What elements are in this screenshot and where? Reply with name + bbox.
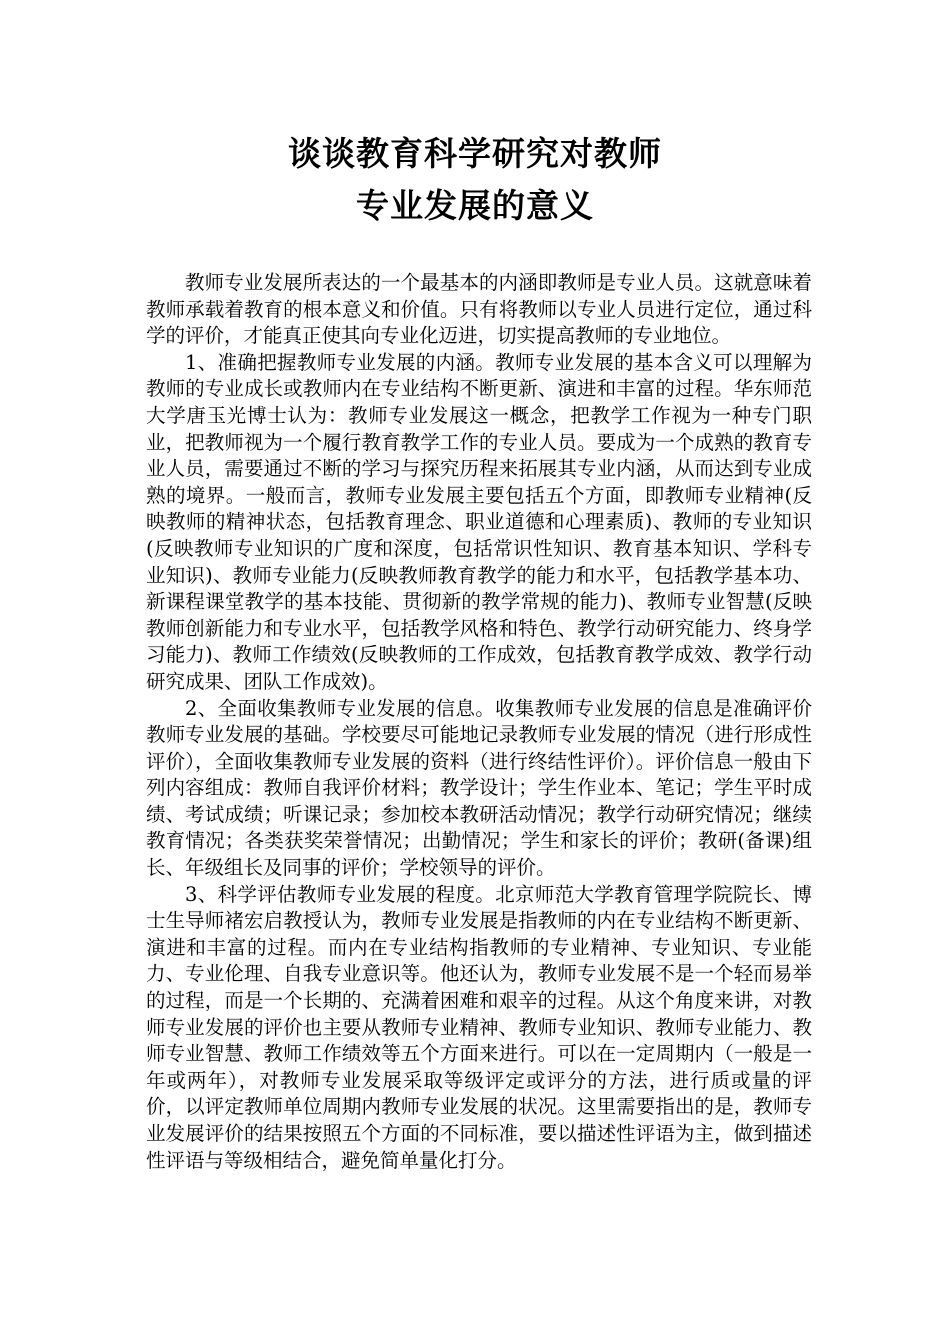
paragraph-section-2: 2、全面收集教师专业发展的信息。收集教师专业发展的信息是准确评价教师专业发展的基础。学校要尽可能地记录教师专业发展的情况（进行形成性评价），全面收集教师专业发展的资料（进行终结性评价）。评价信息一般由下列内容组成：教师自我评价材料；教学设计；学生作业本、笔记；学生平时成绩、考试成绩；听课记录；参加校本教研活动情况；教学行动研究情况；继续教育情况；各类获奖荣誉情况；出勤情况；学生和家长的评价；教研(备课)组长、年级组长及同事的评价；学校领导的评价。	[146, 696, 812, 880]
paragraph-intro: 教师专业发展所表达的一个最基本的内涵即教师是专业人员。这就意味着教师承载着教育的根本意义和价值。只有将教师以专业人员进行定位，通过科学的评价，才能真正使其向专业化迈进，切实提高教师的专业地位。	[146, 271, 812, 348]
document-body	[146, 270, 812, 1174]
title-line-2: 专业发展的意义	[356, 186, 594, 225]
paragraph-section-1: 1、准确把握教师专业发展的内涵。教师专业发展的基本含义可以理解为教师的专业成长或教师内在专业结构不断更新、演进和丰富的过程。华东师范大学唐玉光博士认为：教师专业发展这一概念，把教学工作视为一种专门职业，把教师视为一个履行教育教学工作的专业人员。要成为一个成熟的教育专业人员，需要通过不断的学习与探究历程来拓展其专业内涵，从而达到专业成熟的境界。一般而言，教师专业发展主要包括五个方面，即教师专业精神(反映教师的精神状态，包括教育理念、职业道德和心理素质)、教师的专业知识(反映教师专业知识的广度和深度，包括常识性知识、教育基本知识、学科专业知识)、教师专业能力(反映教师教育教学的能力和水平，包括教学基本功、新课程课堂教学的基本技能、贯彻新的教学常规的能力)、教师专业智慧(反映教师创新能力和专业水平，包括教学风格和特色、教学行动研究能力、终身学习能力)、教师工作绩效(反映教师的工作成效，包括教育教学成效、教学行动研究成果、团队工作成效)。	[146, 350, 812, 693]
paragraph-section-3: 3、科学评估教师专业发展的程度。北京师范大学教育管理学院院长、博士生导师褚宏启教授认为，教师专业发展是指教师的内在专业结构不断更新、演进和丰富的过程。而内在专业结构指教师的专业精神、专业知识、专业能力、专业伦理、自我专业意识等。他还认为，教师专业发展不是一个轻而易举的过程，而是一个长期的、充满着困难和艰辛的过程。从这个角度来讲，对教师专业发展的评价也主要从教师专业精神、教师专业知识、教师专业能力、教师专业智慧、教师工作绩效等五个方面来进行。可以在一定周期内（一般是一年或两年），对教师专业发展采取等级评定或评分的方法，进行质或量的评价，以评定教师单位周期内教师专业发展的状况。这里需要指出的是，教师专业发展评价的结果按照五个方面的不同标准，要以描述性评语为主，做到描述性评语与等级相结合，避免简单量化打分。	[146, 882, 812, 1172]
title-line-1: 谈谈教育科学研究对教师	[288, 134, 662, 173]
document-title	[0, 128, 950, 232]
